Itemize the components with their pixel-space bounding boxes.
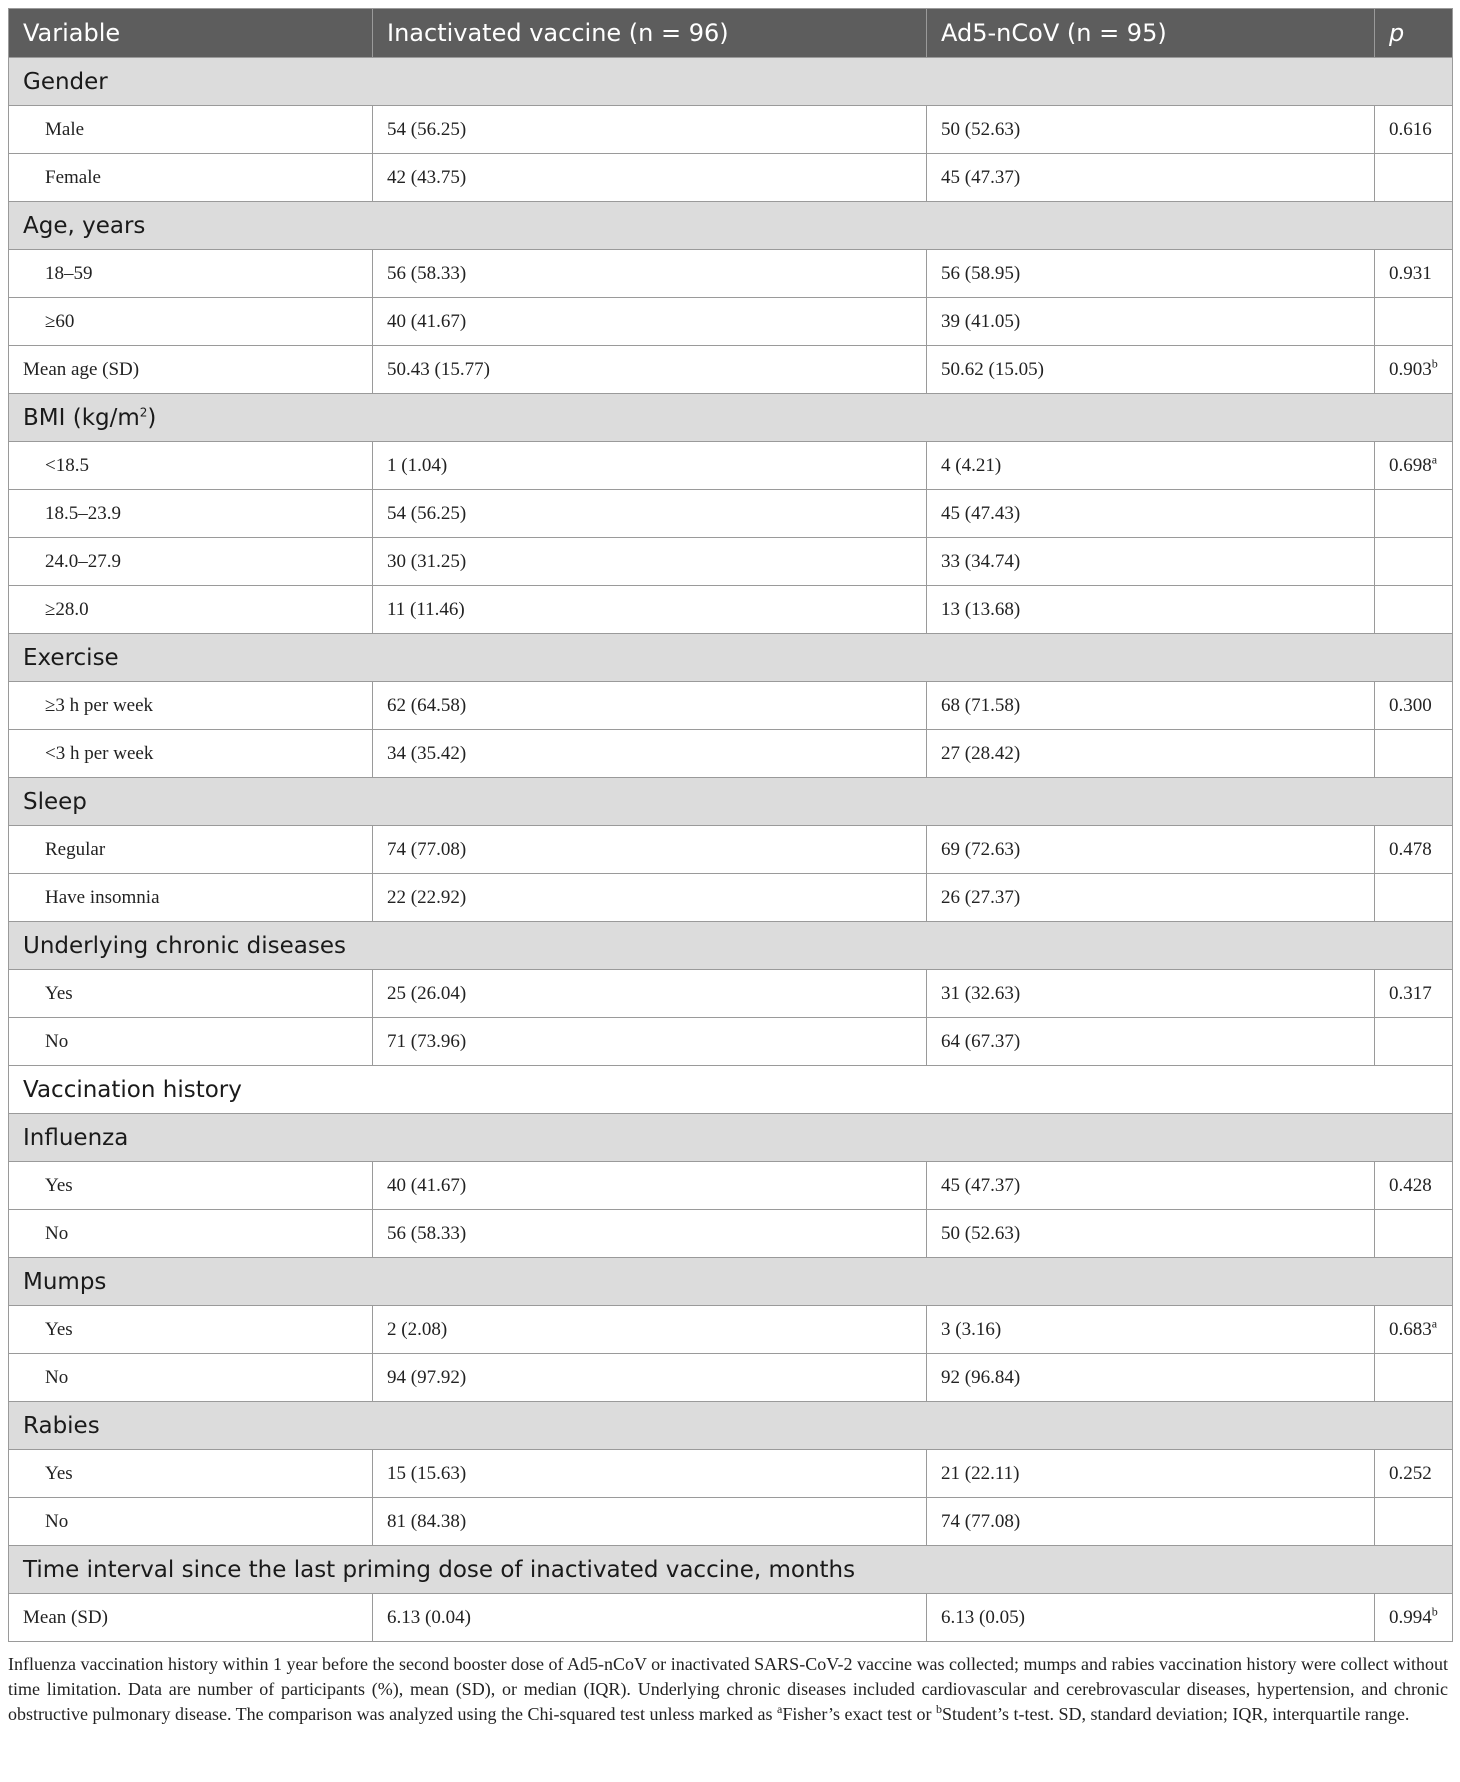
- section-label-suffix: ): [147, 404, 157, 431]
- p-value-cell: [1375, 154, 1453, 202]
- section-header-row: [9, 1546, 1453, 1594]
- row-label: Regular: [9, 826, 373, 874]
- p-value: 0.616: [1389, 118, 1432, 140]
- p-value: 0.994: [1389, 1606, 1432, 1628]
- ad5-value: 68 (71.58): [927, 682, 1375, 730]
- ad5-value: 6.13 (0.05): [927, 1594, 1375, 1642]
- table-footnote: [8, 1652, 1452, 1727]
- row-label: No: [9, 1210, 373, 1258]
- row-label: <3 h per week: [9, 730, 373, 778]
- p-value-cell: [1375, 970, 1453, 1018]
- row-label: Male: [9, 106, 373, 154]
- row-label: Have insomnia: [9, 874, 373, 922]
- p-value-cell: [1375, 874, 1453, 922]
- table-header-row: [9, 9, 1453, 58]
- p-value-cell: [1375, 730, 1453, 778]
- table-row: [9, 874, 1453, 922]
- table-row: [9, 250, 1453, 298]
- row-label: No: [9, 1498, 373, 1546]
- header-ad5-ncov: Ad5-nCoV (n = 95): [927, 9, 1375, 58]
- p-value-cell: [1375, 1018, 1453, 1066]
- row-label: No: [9, 1354, 373, 1402]
- footnote-sup-b: b: [935, 1702, 942, 1716]
- p-value-cell: [1375, 1306, 1453, 1354]
- inactivated-value: 34 (35.42): [373, 730, 927, 778]
- inactivated-value: 40 (41.67): [373, 298, 927, 346]
- footnote-sup-a: a: [776, 1702, 783, 1716]
- p-value: 0.478: [1389, 838, 1432, 860]
- header-inactivated-vaccine: Inactivated vaccine (n = 96): [373, 9, 927, 58]
- baseline-characteristics-table: [8, 8, 1453, 1642]
- section-label-text: Exercise: [23, 644, 119, 671]
- p-value-cell: [1375, 586, 1453, 634]
- table-row: [9, 1498, 1453, 1546]
- inactivated-value: 54 (56.25): [373, 106, 927, 154]
- inactivated-value: 1 (1.04): [373, 442, 927, 490]
- ad5-value: 4 (4.21): [927, 442, 1375, 490]
- table-row: [9, 1306, 1453, 1354]
- section-label: [9, 1546, 1453, 1594]
- row-label: 18–59: [9, 250, 373, 298]
- section-label-text: Rabies: [23, 1412, 100, 1439]
- ad5-value: 45 (47.43): [927, 490, 1375, 538]
- table-row: [9, 346, 1453, 394]
- row-label: Yes: [9, 970, 373, 1018]
- inactivated-value: 42 (43.75): [373, 154, 927, 202]
- row-label: 18.5–23.9: [9, 490, 373, 538]
- p-value-cell: [1375, 1450, 1453, 1498]
- p-value: 0.252: [1389, 1462, 1432, 1484]
- section-header-row: [9, 922, 1453, 970]
- table-row: [9, 970, 1453, 1018]
- p-value-cell: [1375, 346, 1453, 394]
- p-value-cell: [1375, 1162, 1453, 1210]
- inactivated-value: 54 (56.25): [373, 490, 927, 538]
- p-value-footnote-marker: b: [1431, 1604, 1438, 1619]
- p-value-cell: [1375, 250, 1453, 298]
- inactivated-value: 62 (64.58): [373, 682, 927, 730]
- section-header-row: [9, 1114, 1453, 1162]
- section-label: [9, 634, 1453, 682]
- section-label-text: BMI (kg/m: [23, 404, 140, 431]
- ad5-value: 13 (13.68): [927, 586, 1375, 634]
- row-label: Yes: [9, 1162, 373, 1210]
- section-label: [9, 1258, 1453, 1306]
- p-value: 0.317: [1389, 982, 1432, 1004]
- p-value-cell: [1375, 442, 1453, 490]
- section-header-row: [9, 394, 1453, 442]
- table-row: [9, 826, 1453, 874]
- header-variable: Variable: [9, 9, 373, 58]
- p-value: 0.931: [1389, 262, 1432, 284]
- inactivated-value: 11 (11.46): [373, 586, 927, 634]
- footnote-text-2: Fisher’s exact test or: [782, 1704, 936, 1724]
- p-value-cell: [1375, 1594, 1453, 1642]
- ad5-value: 92 (96.84): [927, 1354, 1375, 1402]
- inactivated-value: 6.13 (0.04): [373, 1594, 927, 1642]
- section-label: [9, 1114, 1453, 1162]
- inactivated-value: 22 (22.92): [373, 874, 927, 922]
- section-label-superscript: 2: [139, 404, 148, 419]
- footnote-text-3: Student’s t-test. SD, standard deviation; IQR, interquartile range.: [941, 1704, 1410, 1724]
- ad5-value: 27 (28.42): [927, 730, 1375, 778]
- inactivated-value: 40 (41.67): [373, 1162, 927, 1210]
- p-value-footnote-marker: a: [1431, 1316, 1438, 1331]
- inactivated-value: 2 (2.08): [373, 1306, 927, 1354]
- table-body: [9, 58, 1453, 1642]
- ad5-value: 50 (52.63): [927, 106, 1375, 154]
- section-header-row: [9, 202, 1453, 250]
- inactivated-value: 81 (84.38): [373, 1498, 927, 1546]
- ad5-value: 39 (41.05): [927, 298, 1375, 346]
- ad5-value: 21 (22.11): [927, 1450, 1375, 1498]
- table-row: [9, 682, 1453, 730]
- p-value-cell: [1375, 1498, 1453, 1546]
- table-container: [8, 8, 1452, 1727]
- table-row: [9, 1018, 1453, 1066]
- section-label: [9, 1066, 1453, 1114]
- row-label: 24.0–27.9: [9, 538, 373, 586]
- header-p-value: p: [1375, 9, 1453, 58]
- section-label-text: Age, years: [23, 212, 146, 239]
- section-label: [9, 1402, 1453, 1450]
- table-row: [9, 442, 1453, 490]
- section-label: [9, 922, 1453, 970]
- row-label: Yes: [9, 1306, 373, 1354]
- section-label: [9, 394, 1453, 442]
- p-value-cell: [1375, 538, 1453, 586]
- table-row: [9, 106, 1453, 154]
- section-label-text: Vaccination history: [23, 1076, 242, 1103]
- section-label-text: Mumps: [23, 1268, 107, 1295]
- p-value: 0.698: [1389, 454, 1432, 476]
- section-header-row: [9, 58, 1453, 106]
- ad5-value: 45 (47.37): [927, 1162, 1375, 1210]
- ad5-value: 56 (58.95): [927, 250, 1375, 298]
- section-header-row: [9, 634, 1453, 682]
- ad5-value: 64 (67.37): [927, 1018, 1375, 1066]
- row-label: Female: [9, 154, 373, 202]
- row-label: ≥60: [9, 298, 373, 346]
- p-value: 0.683: [1389, 1318, 1432, 1340]
- section-label-text: Gender: [23, 68, 108, 95]
- p-value-cell: [1375, 1354, 1453, 1402]
- table-row: [9, 1210, 1453, 1258]
- section-label-text: Time interval since the last priming dose of inactivated vaccine, months: [23, 1556, 856, 1583]
- section-label-text: Underlying chronic diseases: [23, 932, 346, 959]
- ad5-value: 74 (77.08): [927, 1498, 1375, 1546]
- p-value-cell: [1375, 298, 1453, 346]
- section-header-row: [9, 778, 1453, 826]
- row-label: Yes: [9, 1450, 373, 1498]
- row-label: ≥28.0: [9, 586, 373, 634]
- p-value: 0.428: [1389, 1174, 1432, 1196]
- inactivated-value: 74 (77.08): [373, 826, 927, 874]
- row-label: Mean age (SD): [9, 346, 373, 394]
- section-label: [9, 202, 1453, 250]
- row-label: Mean (SD): [9, 1594, 373, 1642]
- inactivated-value: 15 (15.63): [373, 1450, 927, 1498]
- inactivated-value: 25 (26.04): [373, 970, 927, 1018]
- footnote-text-1: Influenza vaccination history within 1 year before the second booster dose of Ad5-nCoV or inactivated SARS-CoV-2 vaccine was collected; mumps and rabies vaccination history were collect without time limitation. Data are number of participants (%), mean (SD), or median (IQR). Underlying chronic diseases included cardiovascular and cerebrovascular diseases, hypertension, and chronic obstructive pulmonary disease. The comparison was analyzed using the Chi-squared test unless marked as: [8, 1654, 1448, 1724]
- p-value: 0.300: [1389, 694, 1432, 716]
- table-row: [9, 730, 1453, 778]
- p-value: 0.903: [1389, 358, 1432, 380]
- p-value-cell: [1375, 826, 1453, 874]
- table-row: [9, 1354, 1453, 1402]
- ad5-value: 31 (32.63): [927, 970, 1375, 1018]
- table-row: [9, 154, 1453, 202]
- section-label-text: Sleep: [23, 788, 87, 815]
- table-row: [9, 298, 1453, 346]
- inactivated-value: 71 (73.96): [373, 1018, 927, 1066]
- ad5-value: 50.62 (15.05): [927, 346, 1375, 394]
- ad5-value: 45 (47.37): [927, 154, 1375, 202]
- row-label: No: [9, 1018, 373, 1066]
- inactivated-value: 50.43 (15.77): [373, 346, 927, 394]
- inactivated-value: 56 (58.33): [373, 1210, 927, 1258]
- row-label: <18.5: [9, 442, 373, 490]
- section-label: [9, 778, 1453, 826]
- table-row: [9, 538, 1453, 586]
- ad5-value: 26 (27.37): [927, 874, 1375, 922]
- table-row: [9, 586, 1453, 634]
- p-value-footnote-marker: a: [1431, 452, 1438, 467]
- ad5-value: 50 (52.63): [927, 1210, 1375, 1258]
- p-value-cell: [1375, 106, 1453, 154]
- p-value-footnote-marker: b: [1431, 356, 1438, 371]
- p-value-cell: [1375, 1210, 1453, 1258]
- table-row: [9, 490, 1453, 538]
- p-value-cell: [1375, 490, 1453, 538]
- section-label-text: Influenza: [23, 1124, 129, 1151]
- section-header-row: [9, 1258, 1453, 1306]
- inactivated-value: 30 (31.25): [373, 538, 927, 586]
- section-header-row: [9, 1066, 1453, 1114]
- section-header-row: [9, 1402, 1453, 1450]
- p-value-cell: [1375, 682, 1453, 730]
- ad5-value: 69 (72.63): [927, 826, 1375, 874]
- inactivated-value: 56 (58.33): [373, 250, 927, 298]
- table-row: [9, 1162, 1453, 1210]
- table-row: [9, 1450, 1453, 1498]
- row-label: ≥3 h per week: [9, 682, 373, 730]
- inactivated-value: 94 (97.92): [373, 1354, 927, 1402]
- section-label: [9, 58, 1453, 106]
- table-row: [9, 1594, 1453, 1642]
- ad5-value: 3 (3.16): [927, 1306, 1375, 1354]
- ad5-value: 33 (34.74): [927, 538, 1375, 586]
